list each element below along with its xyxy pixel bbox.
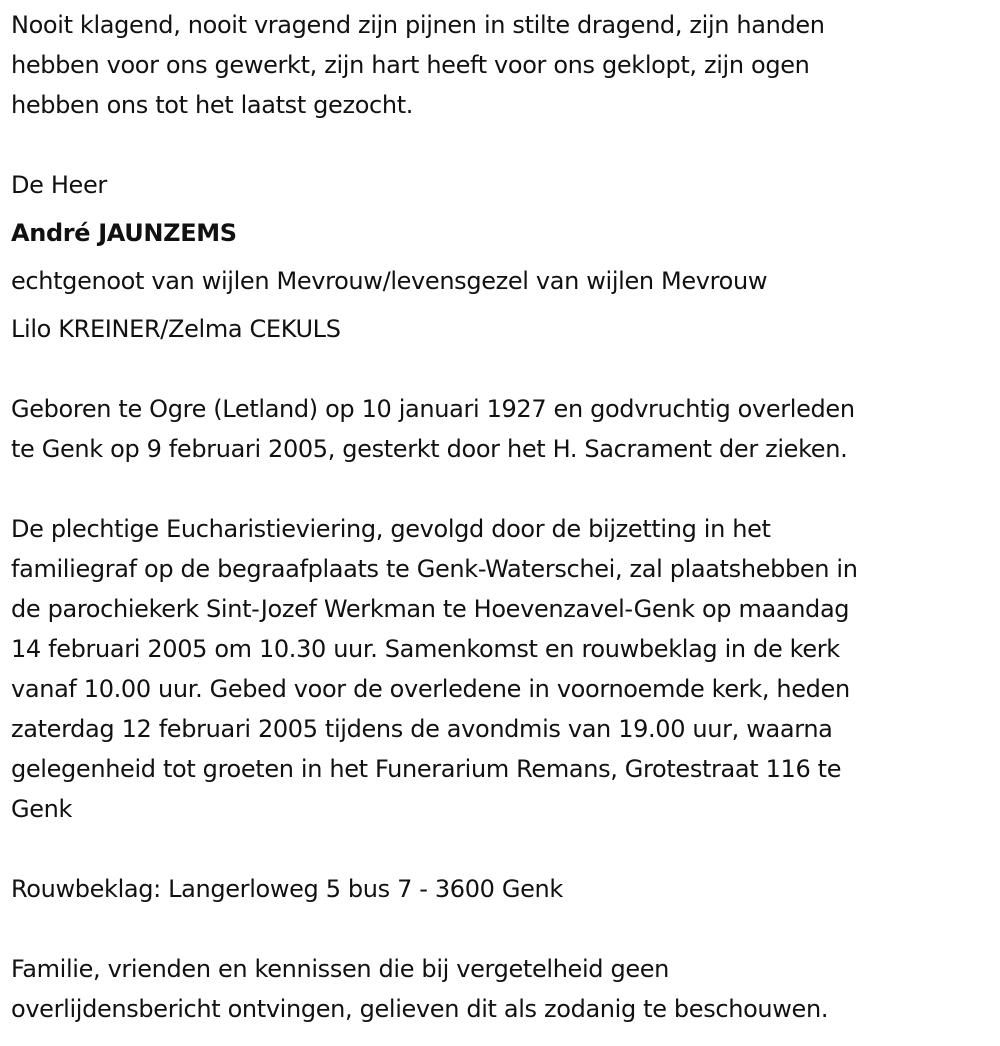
poem-line: hebben voor ons gewerkt, zijn hart heeft voor ons geklopt, zijn ogen — [11, 51, 810, 79]
poem-line: Nooit klagend, nooit vragend zijn pijnen in stilte dragend, zijn handen — [11, 11, 825, 39]
ceremony-line: 14 februari 2005 om 10.30 uur. Samenkomst en rouwbeklag in de kerk — [11, 635, 840, 663]
ceremony-line: vanaf 10.00 uur. Gebed voor de overledene in voornoemde kerk, heden — [11, 675, 850, 703]
ceremony-line: de parochiekerk Sint-Jozef Werkman te Hoevenzavel-Genk op maandag — [11, 595, 850, 623]
ceremony-line: zaterdag 12 februari 2005 tijdens de avondmis van 19.00 uur, waarna — [11, 715, 833, 743]
ceremony-line: familiegraf op de begraafplaats te Genk-Waterschei, zal plaatshebben in — [11, 555, 858, 583]
condolence-address: Rouwbeklag: Langerloweg 5 bus 7 - 3600 Genk — [11, 875, 563, 903]
deceased-name: André JAUNZEMS — [11, 219, 237, 247]
ceremony-line: De plechtige Eucharistieviering, gevolgd door de bijzetting in het — [11, 515, 771, 543]
ceremony-line: Genk — [11, 795, 73, 823]
ceremony-line: gelegenheid tot groeten in het Funerarium Remans, Grotestraat 116 te — [11, 755, 842, 783]
closing-line: Familie, vrienden en kennissen die bij vergetelheid geen — [11, 955, 670, 983]
relation-line: Lilo KREINER/Zelma CEKULS — [11, 315, 341, 343]
closing-line: overlijdensbericht ontvingen, gelieven dit als zodanig te beschouwen. — [11, 995, 829, 1023]
poem-line: hebben ons tot het laatst gezocht. — [11, 91, 414, 119]
relation-line: echtgenoot van wijlen Mevrouw/levensgezel van wijlen Mevrouw — [11, 267, 768, 295]
birth-death-line: te Genk op 9 februari 2005, gesterkt door het H. Sacrament der zieken. — [11, 435, 848, 463]
birth-death-line: Geboren te Ogre (Letland) op 10 januari 1927 en godvruchtig overleden — [11, 395, 855, 423]
salutation: De Heer — [11, 171, 107, 199]
